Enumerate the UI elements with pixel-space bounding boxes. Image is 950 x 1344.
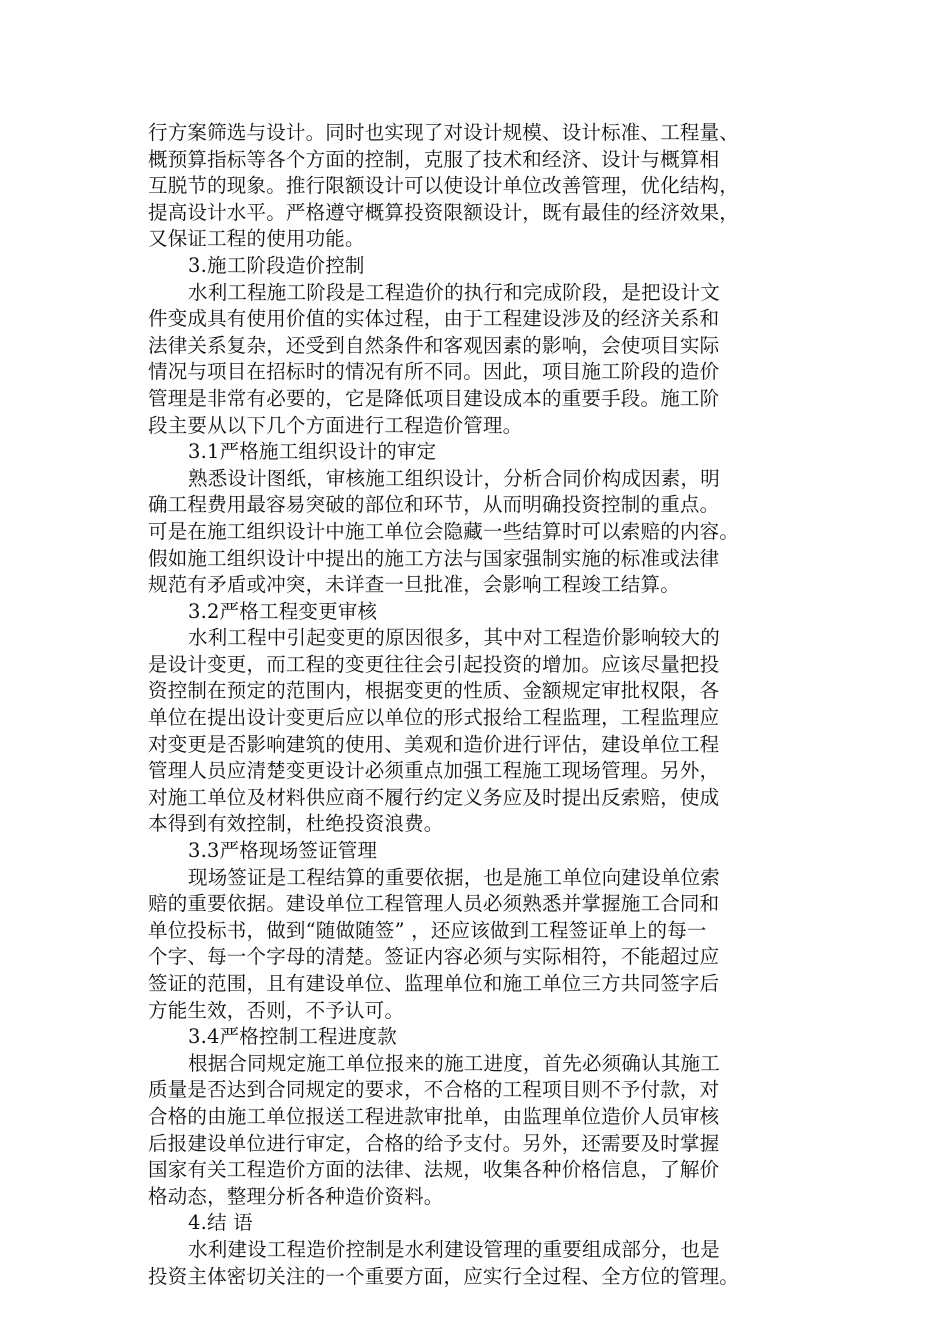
text-line: 可是在施工组织设计中施工单位会隐藏一些结算时可以索赔的内容。 [148, 519, 740, 543]
text-line: 件变成具有使用价值的实体过程，由于工程建设涉及的经济关系和 [148, 307, 720, 331]
text-line: 规范有矛盾或冲突，未详查一旦批准，会影响工程竣工结算。 [148, 573, 680, 597]
text-line: 情况与项目在招标时的情况有所不同。因此，项目施工阶段的造价 [148, 360, 720, 384]
text-line: 互脱节的现象。推行限额设计可以使设计单位改善管理，优化结构， [148, 174, 740, 198]
paragraph-first-line: 4.结 语 [188, 1211, 253, 1235]
text-line: 对变更是否影响建筑的使用、美观和造价进行评估，建设单位工程 [148, 732, 720, 756]
text-line: 提高设计水平。严格遵守概算投资限额设计，既有最佳的经济效果， [148, 200, 740, 224]
paragraph-first-line: 水利建设工程造价控制是水利建设管理的重要组成部分，也是 [188, 1237, 720, 1261]
text-line: 行方案筛选与设计。同时也实现了对设计规模、设计标准、工程量、 [148, 121, 740, 144]
text-line: 国家有关工程造价方面的法律、法规，收集各种价格信息，了解价 [148, 1158, 720, 1182]
text-line: 段主要从以下几个方面进行工程造价管理。 [148, 413, 523, 437]
paragraph-first-line: 3.施工阶段造价控制 [188, 253, 365, 277]
text-line: 法律关系复杂，还受到自然条件和客观因素的影响，会使项目实际 [148, 333, 720, 357]
text-line: 格动态，整理分析各种造价资料。 [148, 1184, 444, 1208]
paragraph-first-line: 3.3严格现场签证管理 [188, 839, 378, 863]
text-line: 概预算指标等各个方面的控制，克服了技术和经济、设计与概算相 [148, 147, 720, 171]
paragraph-first-line: 水利工程中引起变更的原因很多，其中对工程造价影响较大的 [188, 626, 720, 650]
text-line: 又保证工程的使用功能。 [148, 227, 365, 251]
text-line: 个字、每一个字母的清楚。签证内容必须与实际相符，不能超过应 [148, 945, 720, 969]
paragraph-first-line: 现场签证是工程结算的重要依据，也是施工单位向建设单位索 [188, 865, 720, 889]
text-line: 假如施工组织设计中提出的施工方法与国家强制实施的标准或法律 [148, 546, 720, 570]
text-line: 合格的由施工单位报送工程进款审批单，由监理单位造价人员审核 [148, 1104, 720, 1128]
text-line: 签证的范围，且有建设单位、监理单位和施工单位三方共同签字后 [148, 972, 720, 995]
text-line: 后报建设单位进行审定，合格的给予支付。另外，还需要及时掌握 [148, 1131, 720, 1155]
text-line: 单位在提出设计变更后应以单位的形式报给工程监理，工程监理应 [148, 706, 720, 730]
paragraph-first-line: 3.1严格施工组织设计的审定 [188, 440, 437, 464]
text-line: 投资主体密切关注的一个重要方面，应实行全过程、全方位的管理。 [148, 1264, 740, 1288]
paragraph-first-line: 根据合同规定施工单位报来的施工进度，首先必须确认其施工 [188, 1051, 720, 1075]
text-line: 确工程费用最容易突破的部位和环节，从而明确投资控制的重点。 [148, 493, 720, 517]
paragraph-first-line: 3.4严格控制工程进度款 [188, 1025, 397, 1049]
text-line: 方能生效，否则，不予认可。 [148, 998, 405, 1022]
text-line: 赔的重要依据。建设单位工程管理人员必须熟悉并掌握施工合同和 [148, 892, 720, 916]
document-body [148, 120, 804, 1290]
text-line: 是设计变更，而工程的变更往往会引起投资的增加。应该尽量把投 [148, 652, 720, 676]
paragraph-first-line: 熟悉设计图纸，审核施工组织设计，分析合同价构成因素，明 [188, 466, 720, 490]
text-line: 本得到有效控制，杜绝投资浪费。 [148, 812, 444, 836]
text-line: 管理是非常有必要的，它是降低项目建设成本的重要手段。施工阶 [148, 386, 720, 410]
text-line: 质量是否达到合同规定的要求，不合格的工程项目则不予付款，对 [148, 1078, 720, 1102]
text-line: 管理人员应清楚变更设计必须重点加强工程施工现场管理。另外， [148, 759, 720, 783]
paragraph-first-line: 水利工程施工阶段是工程造价的执行和完成阶段，是把设计文 [188, 280, 720, 304]
text-line: 单位投标书，做到“随做随签” ，还应该做到工程签证单上的每一 [148, 918, 707, 942]
text-line: 对施工单位及材料供应商不履行约定义务应及时提出反索赔，使成 [148, 785, 720, 809]
text-line: 资控制在预定的范围内，根据变更的性质、金额规定审批权限，各 [148, 679, 720, 703]
paragraph-first-line: 3.2严格工程变更审核 [188, 599, 378, 623]
